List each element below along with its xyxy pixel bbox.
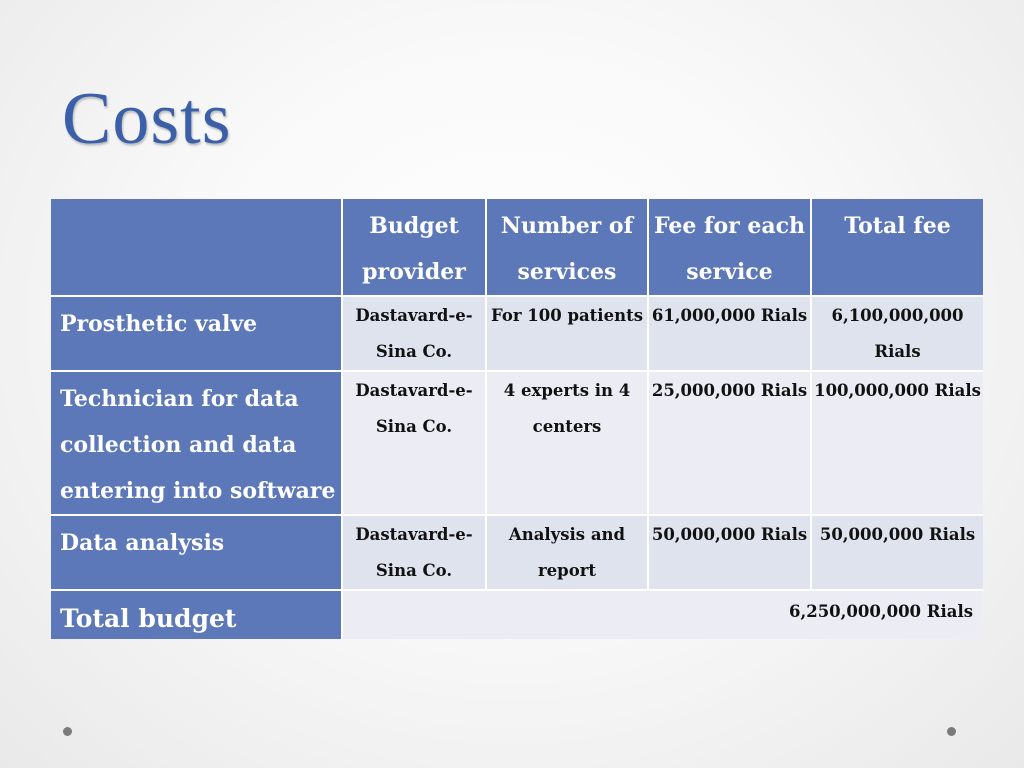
cell-fee-each: 61,000,000 Rials bbox=[649, 297, 812, 372]
total-budget-label: Total budget bbox=[51, 591, 343, 639]
cell-number-of-services: For 100 patients bbox=[487, 297, 649, 372]
row-label-technician: Technician for data collection and data entering into software bbox=[51, 372, 343, 516]
table-row bbox=[51, 516, 983, 591]
header-fee-for-each-service: Fee for each service bbox=[649, 199, 812, 297]
table-header-row bbox=[51, 199, 983, 297]
cell-fee-each: 25,000,000 Rials bbox=[649, 372, 812, 516]
cell-total-fee: 6,100,000,000 Rials bbox=[812, 297, 983, 372]
table-row bbox=[51, 372, 983, 516]
header-total-fee: Total fee bbox=[812, 199, 983, 297]
cell-number-of-services: 4 experts in 4 centers bbox=[487, 372, 649, 516]
cell-total-fee: 100,000,000 Rials bbox=[812, 372, 983, 516]
cell-number-of-services: Analysis and report bbox=[487, 516, 649, 591]
cell-budget-provider: Dastavard-e-Sina Co. bbox=[343, 372, 487, 516]
bullet-dot-right bbox=[947, 727, 956, 736]
row-label-data-analysis: Data analysis bbox=[51, 516, 343, 591]
cell-budget-provider: Dastavard-e-Sina Co. bbox=[343, 516, 487, 591]
header-budget-provider: Budget provider bbox=[343, 199, 487, 297]
header-cell-blank bbox=[51, 199, 343, 297]
total-row bbox=[51, 591, 983, 639]
total-budget-value: 6,250,000,000 Rials bbox=[343, 591, 983, 639]
cell-total-fee: 50,000,000 Rials bbox=[812, 516, 983, 591]
table-row bbox=[51, 297, 983, 372]
cell-fee-each: 50,000,000 Rials bbox=[649, 516, 812, 591]
cell-budget-provider: Dastavard-e-Sina Co. bbox=[343, 297, 487, 372]
bullet-dot-left bbox=[63, 727, 72, 736]
header-number-of-services: Number of services bbox=[487, 199, 649, 297]
costs-table bbox=[51, 199, 983, 639]
page-title: Costs bbox=[62, 78, 232, 160]
row-label-prosthetic-valve: Prosthetic valve bbox=[51, 297, 343, 372]
